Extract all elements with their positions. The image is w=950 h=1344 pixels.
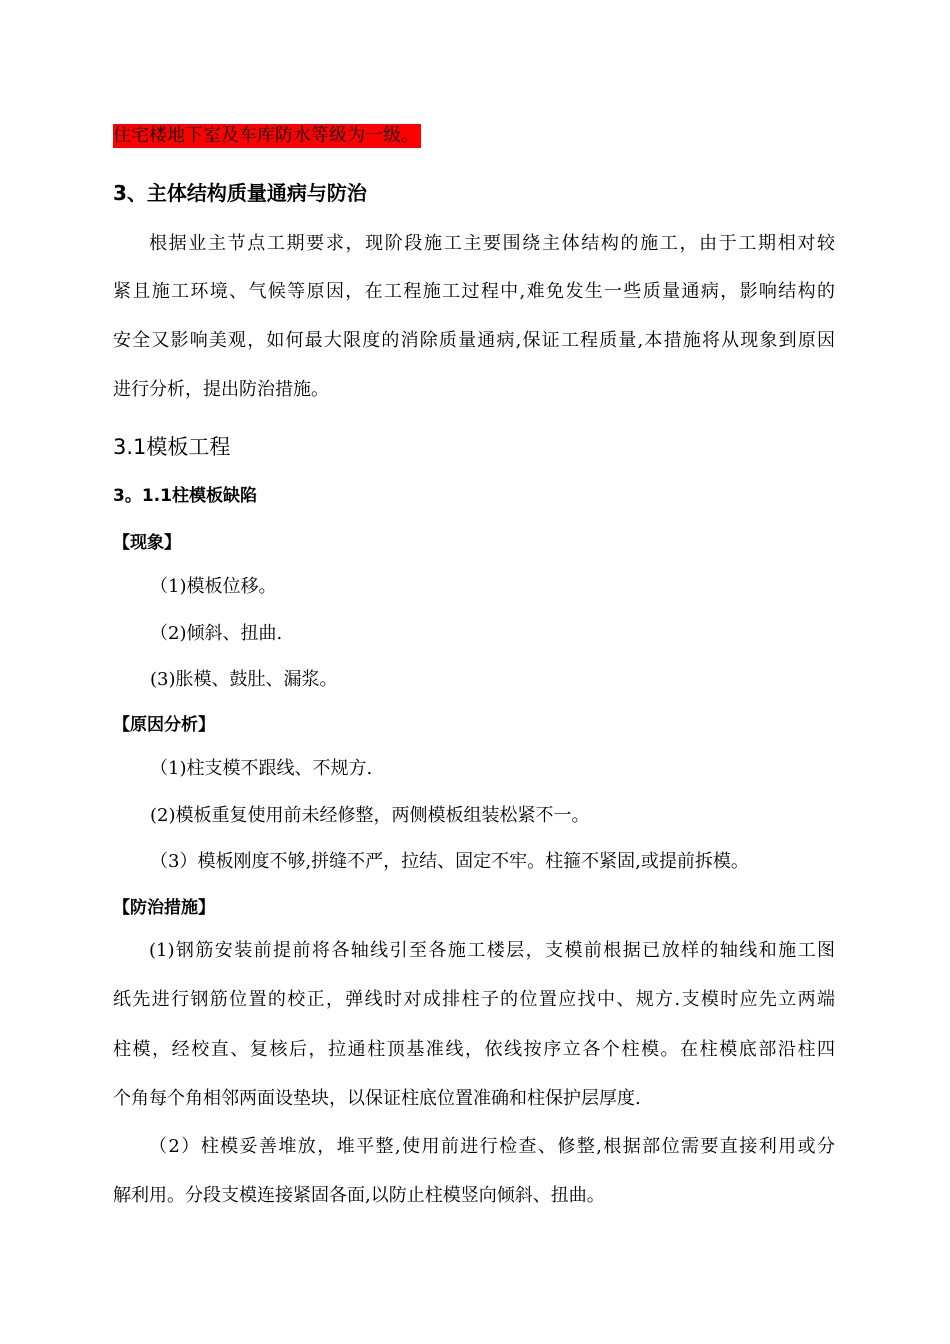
measures-line-2: 纸先进行钢筋位置的校正，弹线时对成排柱子的位置应找中、规方.支模时应先立两端 — [113, 989, 835, 1010]
intro-line-2: 紧且施工环境、气候等原因，在工程施工过程中,难免发生一些质量通病，影响结构的 — [113, 281, 835, 302]
subsection-heading: 3.1模板工程 — [113, 435, 231, 459]
highlighted-text: 住宅楼地下室及车库防水等级为一级。 — [113, 125, 419, 146]
section-heading: 3、主体结构质量通病与防治 — [113, 181, 367, 205]
measures-label: 【防治措施】 — [113, 898, 215, 918]
phenomenon-item-2: （2)倾斜、扭曲. — [150, 623, 283, 644]
cause-item-3: （3）模板刚度不够,拼缝不严，拉结、固定不牢。柱箍不紧固,或提前拆模。 — [150, 851, 749, 872]
measures-line-5: （2）柱模妥善堆放，堆平整,使用前进行检查、修整,根据部位需要直接利用或分 — [149, 1136, 835, 1157]
phenomenon-label: 【现象】 — [113, 533, 181, 553]
phenomenon-item-1: （1)模板位移。 — [150, 576, 277, 597]
subsubsection-heading: 3。1.1柱模板缺陷 — [113, 486, 257, 506]
measures-line-1: (1)钢筋安装前提前将各轴线引至各施工楼层，支模前根据已放样的轴线和施工图 — [149, 940, 835, 961]
highlighted-paragraph — [113, 124, 421, 148]
measures-line-3: 柱模，经校直、复核后，拉通柱顶基准线，依线按序立各个柱模。在柱模底部沿柱四 — [113, 1039, 835, 1060]
cause-item-1: （1)柱支模不跟线、不规方. — [150, 758, 373, 779]
causes-label: 【原因分析】 — [113, 715, 215, 735]
measures-line-4: 个角每个角相邻两面设垫块，以保证柱底位置准确和柱保护层厚度. — [113, 1088, 641, 1109]
cause-item-2: (2)模板重复使用前未经修整，两侧模板组装松紧不一。 — [150, 805, 590, 826]
phenomenon-item-3: (3)胀模、鼓肚、漏浆。 — [150, 669, 338, 690]
intro-line-3: 安全又影响美观，如何最大限度的消除质量通病,保证工程质量,本措施将从现象到原因 — [113, 330, 835, 351]
intro-line-1: 根据业主节点工期要求，现阶段施工主要围绕主体结构的施工，由于工期相对较 — [149, 233, 835, 254]
intro-line-4: 进行分析，提出防治措施。 — [113, 379, 329, 400]
measures-line-6: 解利用。分段支模连接紧固各面,以防止柱模竖向倾斜、扭曲。 — [113, 1185, 605, 1206]
